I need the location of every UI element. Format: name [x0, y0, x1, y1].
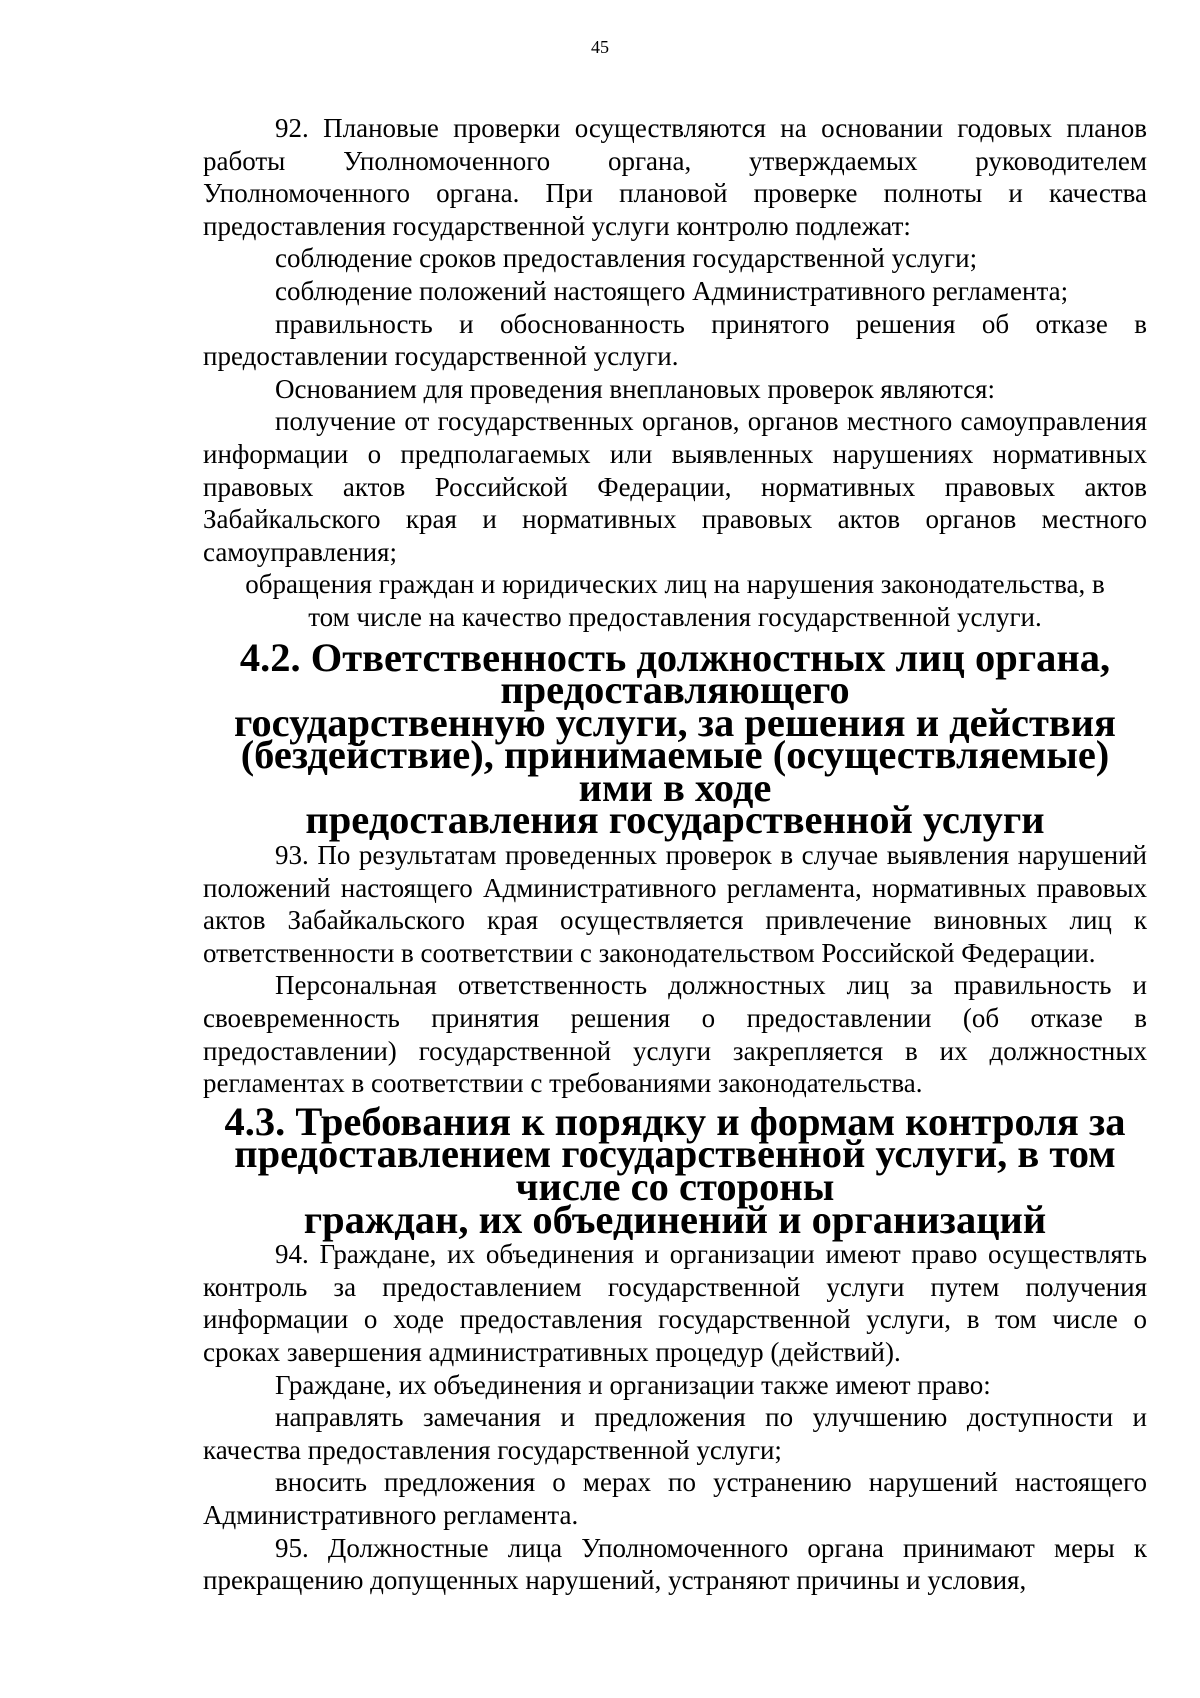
- list-item-remarks: направлять замечания и предложения по улучшению доступности и качества предоставления государственной услуги;: [203, 1402, 1147, 1465]
- document-body: [203, 112, 1147, 1597]
- paragraph-unscheduled-grounds: Основанием для проведения внеплановых проверок являются:: [275, 373, 995, 404]
- heading-4-3-line: предоставлением государственной услуги, в том числе со стороны: [234, 1131, 1116, 1209]
- list-item-provisions: соблюдение положений настоящего Административного регламента;: [275, 275, 1069, 306]
- heading-4-3-line: 4.3. Требования к порядку и формам контроля за: [224, 1098, 1126, 1144]
- list-item-appeals: [203, 568, 1147, 633]
- list-item-correctness: правильность и обоснованность принятого решения об отказе в предоставлении государственной услуги.: [203, 308, 1147, 372]
- page-number: 45: [591, 37, 609, 57]
- paragraph-citizens-rights: Граждане, их объединения и организации также имеют право:: [275, 1369, 991, 1400]
- list-item-information: получение от государственных органов, органов местного самоуправления информации о предполагаемых или выявленных нарушениях нормативных правовых актов Российской Федерации, нормативных правовых актов Забайкальского края и нормативных правовых актов органов местного самоуправления;: [203, 406, 1147, 567]
- heading-4-2-line: 4.2. Ответственность должностных лиц органа, предоставляющего: [239, 634, 1111, 713]
- paragraph-94: 94. Граждане, их объединения и организации имеют право осуществлять контроль за предоставлением государственной услуги путем получения информации о ходе предоставления государственной услуги, в том числе о сроках завершения административных процедур (действий).: [203, 1239, 1147, 1367]
- appeals-line-2: том числе на качество предоставления государственной услуги.: [308, 601, 1042, 632]
- list-item-deadlines: соблюдение сроков предоставления государственной услуги;: [275, 243, 978, 274]
- heading-4-2-line: (бездействие), принимаемые (осуществляемые) ими в ходе: [240, 732, 1110, 810]
- heading-4-2-line: предоставления государственной услуги: [305, 797, 1045, 843]
- paragraph-93: 93. По результатам проведенных проверок в случае выявления нарушений положений настоящего Административного регламента, нормативных правовых актов Забайкальского края осуществляется привлечение виновных лиц к ответственности в соответствии с законодательством Российской Федерации.: [203, 840, 1147, 968]
- appeals-line-1: обращения граждан и юридических лиц на нарушения законодательства, в: [245, 569, 1105, 600]
- paragraph-92: 92. Плановые проверки осуществляются на основании годовых планов работы Уполномоченного органа, утверждаемых руководителем Уполномоченного органа. При плановой проверке полноты и качества предоставления государственной услуги контролю подлежат:: [203, 113, 1147, 241]
- list-item-proposals: вносить предложения о мерах по устранению нарушений настоящего Административного регламента.: [203, 1467, 1147, 1530]
- section-heading-4-2: [203, 634, 1147, 843]
- paragraph-95: 95. Должностные лица Уполномоченного органа принимают меры к прекращению допущенных нарушений, устраняют причины и условия,: [203, 1532, 1147, 1596]
- heading-4-2-line: государственную услуги, за решения и действия: [234, 699, 1116, 745]
- paragraph-personal-responsibility: Персональная ответственность должностных лиц за правильность и своевременность принятия решения о предоставлении (об отказе в предоставлении) государственной услуги закрепляется в их должностных регламентах в соответствии с требованиями законодательства.: [203, 970, 1147, 1099]
- heading-4-3-line: граждан, их объединений и организаций: [303, 1196, 1047, 1242]
- section-heading-4-3: [203, 1098, 1147, 1242]
